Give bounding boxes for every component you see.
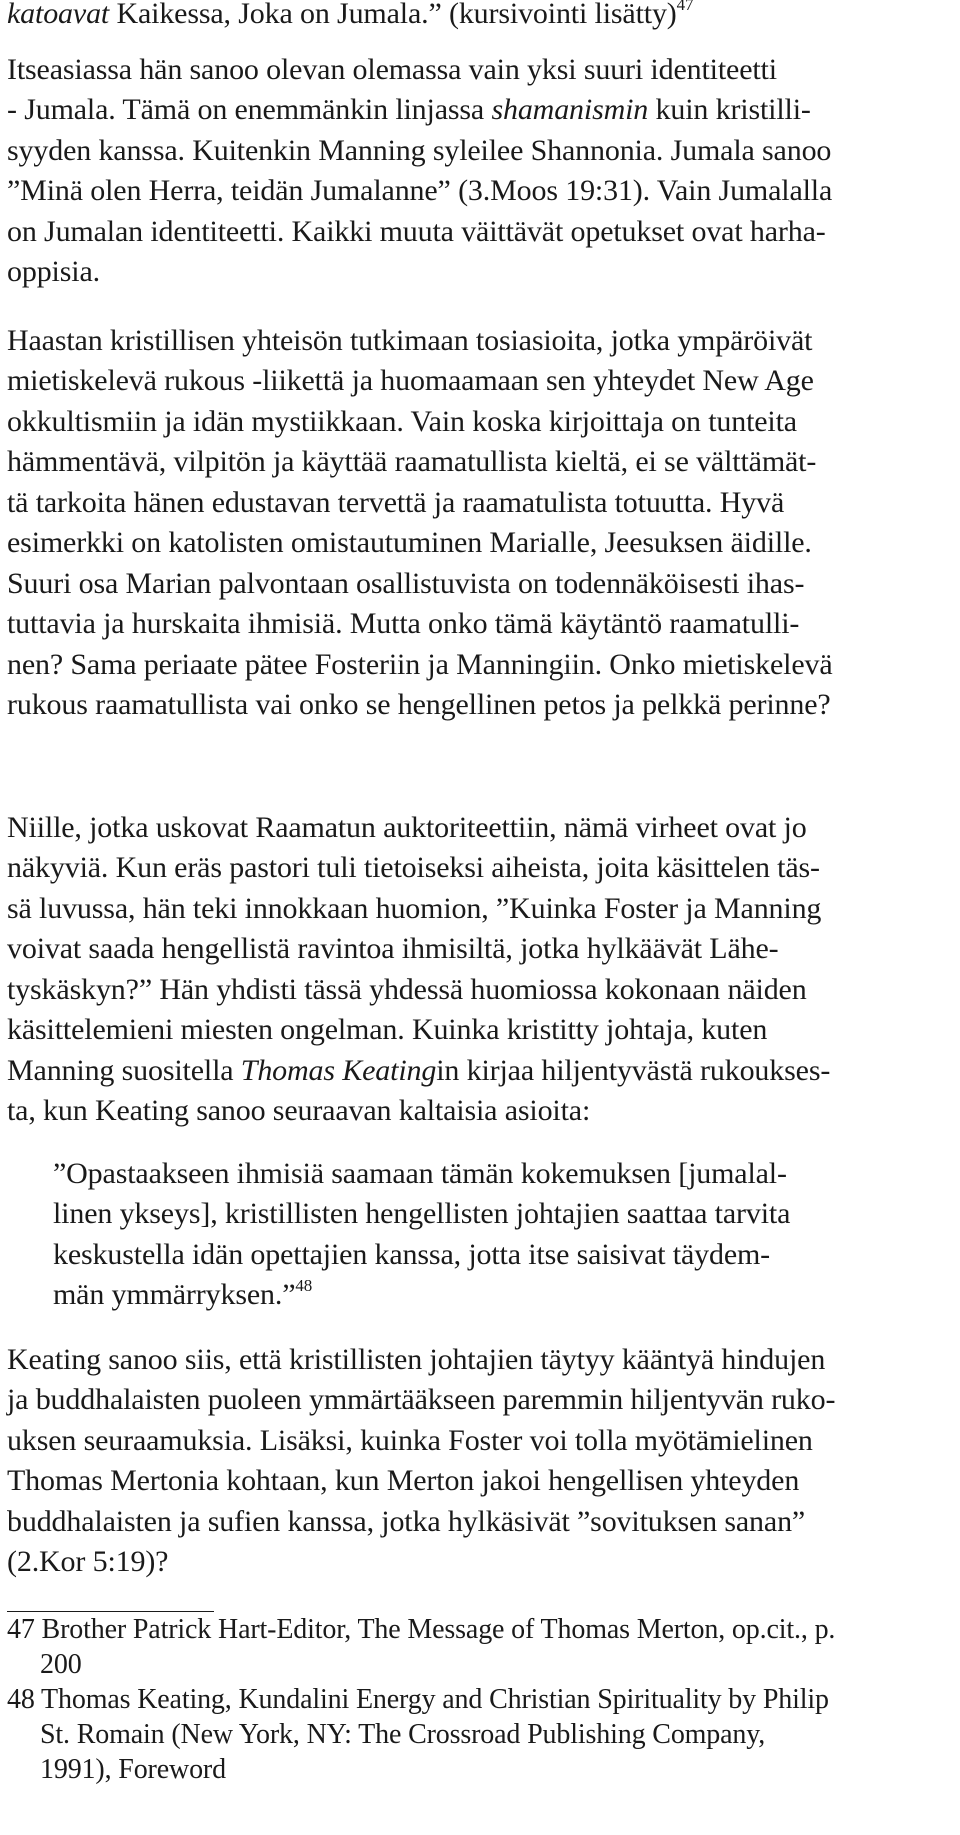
text-line: näkyviä. Kun eräs pastori tuli tietoiseksi aiheista, joita käsittelen täs- (7, 851, 820, 884)
footnote-line: 48 Thomas Keating, Kundalini Energy and Christian Spirituality by Philip (7, 1683, 829, 1715)
text-line: Niille, jotka uskovat Raamatun auktoriteettiin, nämä virheet ovat jo (7, 810, 807, 844)
body-text: kuin kristilli- (648, 93, 811, 126)
text-line: tyskäskyn?” Hän yhdisti tässä yhdessä huomiossa kokonaan näiden (7, 972, 807, 1006)
footnote-line: 1991), Foreword (40, 1753, 226, 1785)
text-line: syyden kanssa. Kuitenkin Manning syleilee Shannonia. Jumala sanoo (7, 133, 832, 167)
text-line: Haastan kristillisen yhteisön tutkimaan tosiasioita, jotka ympäröivät (7, 323, 813, 357)
body-text: män ymmärryksen.” (53, 1278, 296, 1311)
body-text: in kirjaa hiljentyvästä rukoukses- (436, 1053, 831, 1087)
footnotes (7, 1612, 953, 1787)
text-line: voivat saada hengellistä ravintoa ihmisiltä, jotka hylkäävät Lähe- (7, 932, 779, 965)
footnote-line: St. Romain (New York, NY: The Crossroad Publishing Company, (40, 1718, 766, 1750)
text-line: tä tarkoita hänen edustavan tervettä ja raamatulista totuutta. Hyvä (7, 485, 785, 519)
text-line: Itseasiassa hän sanoo olevan olemassa vain yksi suuri identiteetti (7, 52, 777, 86)
text-line: sä luvussa, hän teki innokkaan huomion, ”Kuinka Foster ja Manning (7, 891, 822, 925)
footnote-line: 47 Brother Patrick Hart-Editor, The Message of Thomas Merton, op.cit., p. (7, 1613, 836, 1645)
emphasis-text: katoavat (7, 0, 110, 30)
text-line: käsittelemieni miesten ongelman. Kuinka kristitty johtaja, kuten (7, 1013, 768, 1046)
text-line: esimerkki on katolisten omistautuminen Marialle, Jeesuksen äidille. (7, 526, 812, 559)
footnote-line: 200 (40, 1648, 82, 1680)
text-line: okkultismiin ja idän mystiikkaan. Vain koska kirjoittaja on tunteita (7, 404, 797, 438)
text-line: Suuri osa Marian palvontaan osallistuvista on todennäköisesti ihas- (7, 566, 805, 600)
footnote-ref-48: 48 (295, 1276, 313, 1295)
text-line: Thomas Mertonia kohtaan, kun Merton jakoi hengellisen yhteyden (7, 1464, 800, 1497)
paragraph-identity (7, 50, 953, 293)
text-line: keskustella idän opettajien kanssa, jotta itse saisivat täydem- (53, 1237, 771, 1271)
text-line: Keating sanoo siis, että kristillisten johtajien täytyy kääntyä hindujen (7, 1342, 826, 1376)
text-line: uksen seuraamuksia. Lisäksi, kuinka Foster voi tolla myötämielinen (7, 1423, 813, 1457)
paragraph-challenge (7, 321, 953, 726)
footnote-47 (7, 1612, 953, 1682)
emphasis-text: shamanismin (491, 93, 649, 126)
text-line: ta, kun Keating sanoo seuraavan kaltaisia asioita: (7, 1094, 591, 1127)
text-line: tuttavia ja hurskaita ihmisiä. Mutta onko tämä käytäntö raamatulli- (7, 607, 800, 640)
text-line: hämmentävä, vilpitön ja käyttää raamatullista kieltä, ei se välttämät- (7, 445, 817, 478)
text-line: ”Minä olen Herra, teidän Jumalanne” (3.Moos 19:31). Vain Jumalalla (7, 174, 833, 207)
text-line: nen? Sama periaate pätee Fosteriin ja Manningiin. Onko mietiskelevä (7, 647, 833, 681)
text-line: linen ykseys], kristillisten hengellisten johtajien saattaa tarvita (53, 1197, 791, 1230)
text-line: on Jumalan identiteetti. Kaikki muuta väittävät opetukset ovat harha- (7, 214, 826, 248)
body-text: Kaikessa, Joka on Jumala.” (kursivointi lisätty) (109, 0, 677, 30)
text-line: mietiskelevä rukous -liikettä ja huomaamaan sen yhteydet New Age (7, 364, 814, 397)
text-line: buddhalaisten ja sufien kanssa, jotka hylkäsivät ”sovituksen sanan” (7, 1504, 806, 1538)
block-quote (7, 1154, 953, 1316)
footnote-ref-47: 47 (676, 0, 694, 14)
text-line: oppisia. (7, 255, 100, 288)
paragraph-keating (7, 1340, 953, 1583)
footnote-48 (7, 1682, 953, 1787)
text-line: (2.Kor 5:19)? (7, 1545, 169, 1578)
emphasis-text: Thomas Keating (240, 1053, 437, 1087)
text-line: ja buddhalaisten puoleen ymmärtääkseen paremmin hiljentyvän ruko- (7, 1383, 836, 1416)
text-line: ”Opastaakseen ihmisiä saamaan tämän kokemuksen [jumalal- (53, 1156, 787, 1190)
document-page (7, 0, 953, 1787)
paragraph-authority (7, 808, 953, 1132)
body-text: Manning suositella (7, 1053, 241, 1087)
text-line: rukous raamatullista vai onko se hengellinen petos ja pelkkä perinne? (7, 688, 831, 721)
continued-quote-line (7, 0, 953, 35)
body-text: - Jumala. Tämä on enemmänkin linjassa (7, 93, 492, 126)
